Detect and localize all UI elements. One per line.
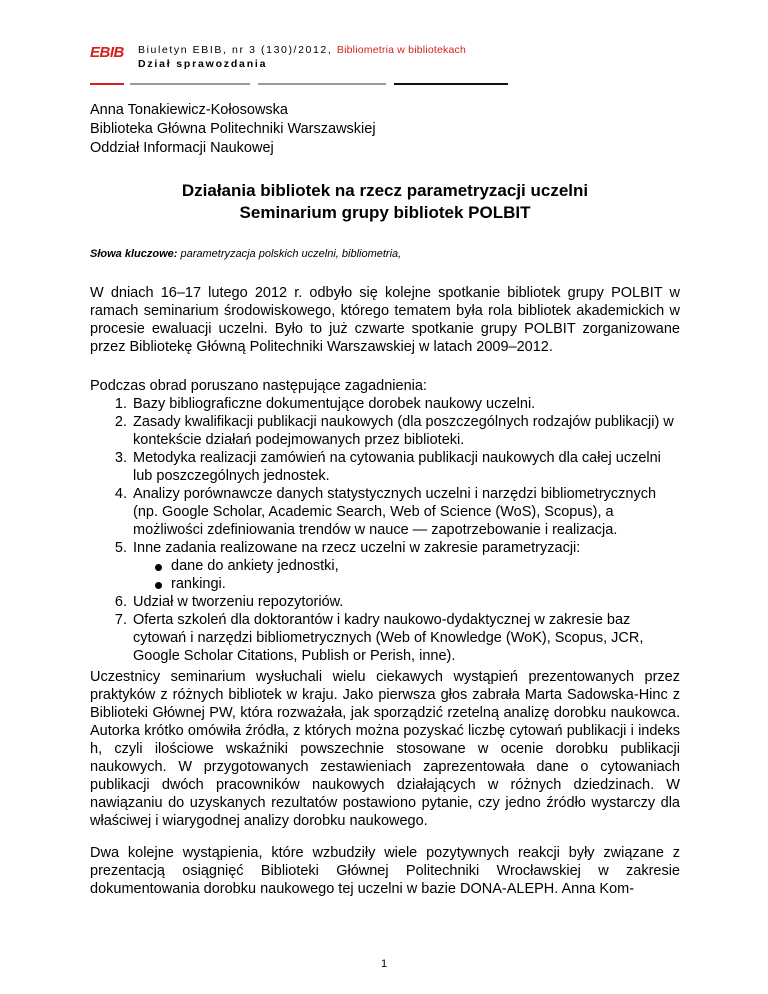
issue-topic: Bibliometria w bibliotekach bbox=[336, 44, 467, 56]
paragraph-speakers: Uczestnicy seminarium wysłuchali wielu ciekawych wystąpień prezentowanych przez praktyków z różnych bibliotek w kraju. Jako pierwsza głos zabrała Marta Sadowska-Hinc z Biblioteki Głównej PW, która rozważała, jak sporządzić rzetelną analizę dorobku naukowca. Autorka krótko omówiła źródła, z których można pozyskać liczbę cytowań publikacji i indeks h, czyli ilościowe wskaźniki powszechnie stosowane w ocenie dorobku publikacji naukowych. W przygotowanych zestawieniach zaprezentowała dane o cytowaniach publikacji dwóch pracowników naukowych działających w różnych dziedzinach. W nawiązaniu do uzyskanych rezultatów postawiono pytanie, czy jedno źródło wystarczy dla właściwej i wiarygodnej analizy dorobku naukowego. bbox=[90, 669, 680, 829]
header-rule-black bbox=[394, 83, 508, 85]
keywords-label: Słowa kluczowe: bbox=[90, 248, 178, 260]
list-item bbox=[131, 539, 680, 593]
list-item: 7. Oferta szkoleń dla doktorantów i kadry naukowo-dydaktycznej w zakresie baz cytowań i narzędzi bibliometrycznych (Web of Knowledge (WoK), Scopus, JCR, Google Scholar Citations, Publish or Perish, inne). bbox=[131, 611, 680, 665]
journal-line bbox=[138, 44, 466, 56]
author-name: Anna Tonakiewicz-Kołosowska bbox=[90, 102, 289, 118]
journal-citation: Biuletyn EBIB, nr 3 (130)/2012, bbox=[138, 44, 333, 56]
header-rule-gray-2 bbox=[258, 83, 386, 85]
topics-list bbox=[90, 395, 680, 665]
list-item: 3. Metodyka realizacji zamówień na cytowania publikacji naukowych dla całej uczelni lub poszczególnych jednostek. bbox=[131, 449, 680, 485]
section-label: Dział sprawozdania bbox=[138, 58, 268, 70]
header-rule-red bbox=[90, 83, 124, 85]
page-header bbox=[90, 34, 690, 84]
keywords-value: parametryzacja polskich uczelni, bibliometria, bbox=[180, 248, 402, 260]
list-item: 2. Zasady kwalifikacji publikacji naukowych (dla poszczególnych rodzajów publikacji) w kontekście działań podejmowanych przez biblioteki. bbox=[131, 413, 680, 449]
author-department: Oddział Informacji Naukowej bbox=[90, 140, 274, 156]
page-number: 1 bbox=[380, 958, 388, 970]
topics-intro: Podczas obrad poruszano następujące zagadnienia: bbox=[90, 378, 427, 394]
title-line-1: Działania bibliotek na rzecz parametryzacji uczelni bbox=[181, 181, 589, 200]
article-title bbox=[90, 180, 680, 224]
sub-list-item: rankingi. bbox=[153, 575, 680, 593]
list-item: 4. Analizy porównawcze danych statystycznych uczelni i narzędzi bibliometrycznych (np. Google Scholar, Academic Search, Web of Science (WoS), Scopus), a możliwości zdefiniowania trendów w nauce — zapotrzebowanie i realizacja. bbox=[131, 485, 680, 539]
paragraph-topics bbox=[90, 377, 680, 665]
ebib-logo: EBIB bbox=[90, 44, 124, 61]
paragraph-next: Dwa kolejne wystąpienia, które wzbudziły wiele pozytywnych reakcji były związane z prezentacją osiągnięć Biblioteki Głównej Politechniki Wrocławskiej w zakresie dokumentowania dorobku naukowego tej uczelni w bazie DONA-ALEPH. Anna Kom- bbox=[90, 845, 680, 897]
list-item: 1. Bazy bibliograficzne dokumentujące dorobek naukowy uczelni. bbox=[131, 395, 680, 413]
paragraph-intro: W dniach 16–17 lutego 2012 r. odbyło się kolejne spotkanie bibliotek grupy POLBIT w ramach seminarium środowiskowego, którego tematem była rola bibliotek akademickich w procesie ewaluacji uczelni. Było to już czwarte spotkanie grupy POLBIT zorganizowane przez Bibliotekę Główną Politechniki Warszawskiej w latach 2009–2012. bbox=[90, 285, 680, 355]
list-item-text: Inne zadania realizowane na rzecz uczelni w zakresie parametryzacji: bbox=[133, 540, 581, 556]
title-line-2: Seminarium grupy bibliotek POLBIT bbox=[239, 203, 531, 222]
keywords bbox=[90, 248, 401, 260]
author-block bbox=[90, 101, 376, 158]
header-rule-gray-1 bbox=[130, 83, 250, 85]
list-item: 6. Udział w tworzeniu repozytoriów. bbox=[131, 593, 680, 611]
sub-list-item: dane do ankiety jednostki, bbox=[153, 557, 680, 575]
author-institution: Biblioteka Główna Politechniki Warszawskiej bbox=[90, 121, 376, 137]
sub-list bbox=[133, 557, 680, 593]
